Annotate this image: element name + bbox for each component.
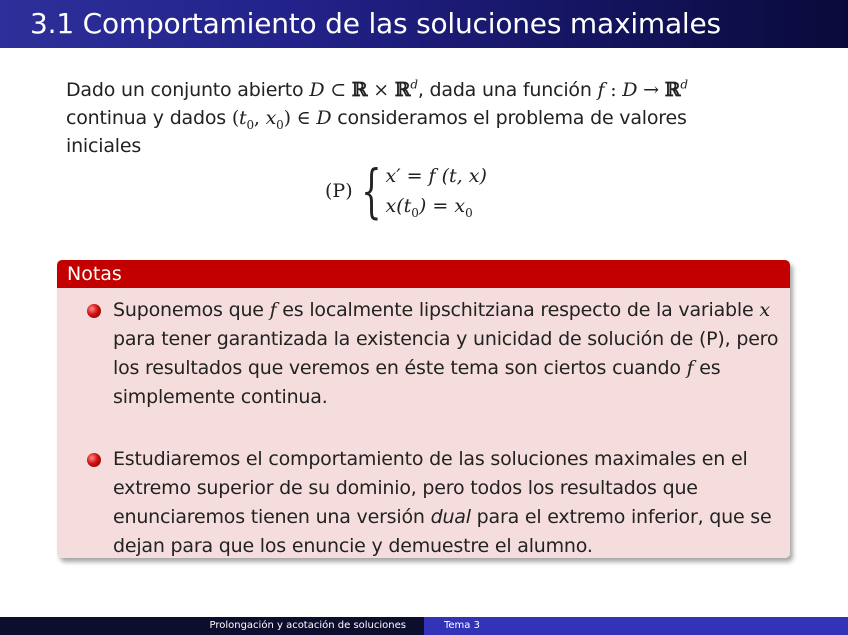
system-equations (386, 161, 487, 221)
equation-1: x′ = f (t, x) (385, 165, 487, 187)
equation-2-sub2: 0 (465, 205, 473, 220)
math-f: f (686, 357, 694, 379)
notes-block-title: Notas (57, 260, 790, 288)
note-1-text-a: Suponemos que (113, 299, 270, 321)
math-f: f (269, 299, 277, 321)
bullet-ball-icon (87, 304, 101, 318)
equation-2-part-b: ) = x (418, 195, 466, 217)
footer-bar (0, 617, 848, 635)
footer-short-title: Prolongación y acotación de soluciones (0, 617, 424, 635)
frame-title: 3.1 Comportamiento de las soluciones maximales (0, 0, 848, 48)
intro-text-3: continua y dados (66, 107, 232, 129)
intro-text-2: , dada una función (417, 79, 598, 101)
math-D: D (622, 79, 638, 101)
notes-block-body (57, 288, 790, 558)
equation-2-sub: 0 (411, 205, 419, 220)
bullet-ball-icon (87, 453, 101, 467)
math-comma: , (253, 107, 266, 129)
math-x: x (759, 299, 770, 321)
math-lparen: ( (231, 107, 240, 129)
math-rparen: ) (283, 107, 291, 129)
intro-text-4: consideramos el problema de valores iniciales (66, 107, 687, 157)
math-D: D (316, 107, 332, 129)
note-1-text-b: es localmente lipschitziana respecto de la variable (276, 299, 760, 321)
intro-text-1: Dado un conjunto abierto (66, 79, 310, 101)
note-2-dual: dual (430, 506, 471, 528)
math-x: x (265, 107, 277, 129)
math-sub-0: 0 (276, 117, 284, 132)
system-label: (P) (325, 180, 353, 202)
ivp-system (325, 158, 487, 224)
math-f: f (597, 79, 605, 101)
note-2-text-a: Estudiaremos el comportamiento de las soluciones maximales en el extremo superior de su dominio, pero todos los resultados que enunciaremos tienen una versión (113, 448, 748, 528)
math-exponent-d: d (410, 77, 418, 92)
math-sub-0: 0 (246, 117, 254, 132)
math-arrow: → (637, 79, 665, 101)
note-item-2 (87, 445, 780, 558)
footer-section: Tema 3 (424, 617, 848, 635)
notes-block (57, 260, 790, 558)
equation-2 (386, 191, 487, 221)
math-colon: : (604, 79, 623, 101)
note-1-text-d: es simplemente continua. (113, 357, 721, 408)
note-1-text-c: para tener garantizada la existencia y unicidad de solución de (P), pero los resultados que veremos en éste tema son ciertos cuando (113, 328, 779, 379)
math-D: D (309, 79, 325, 101)
left-brace: { (360, 157, 382, 225)
note-2-text-b: para el extremo inferior, que se dejan para que los enuncie y demuestre el alumno. (113, 506, 772, 557)
math-R: ℝ (394, 79, 411, 101)
math-R: ℝ (351, 79, 368, 101)
math-t: t (239, 107, 247, 129)
math-exponent-d: d (680, 77, 688, 92)
math-R: ℝ (664, 79, 681, 101)
math-in: ∈ (290, 107, 317, 129)
intro-paragraph (66, 76, 766, 160)
equation-2-part-a: x(t (385, 195, 412, 217)
note-item-1 (87, 296, 780, 412)
math-subset: ⊂ (324, 79, 352, 101)
math-times: × (367, 79, 395, 101)
